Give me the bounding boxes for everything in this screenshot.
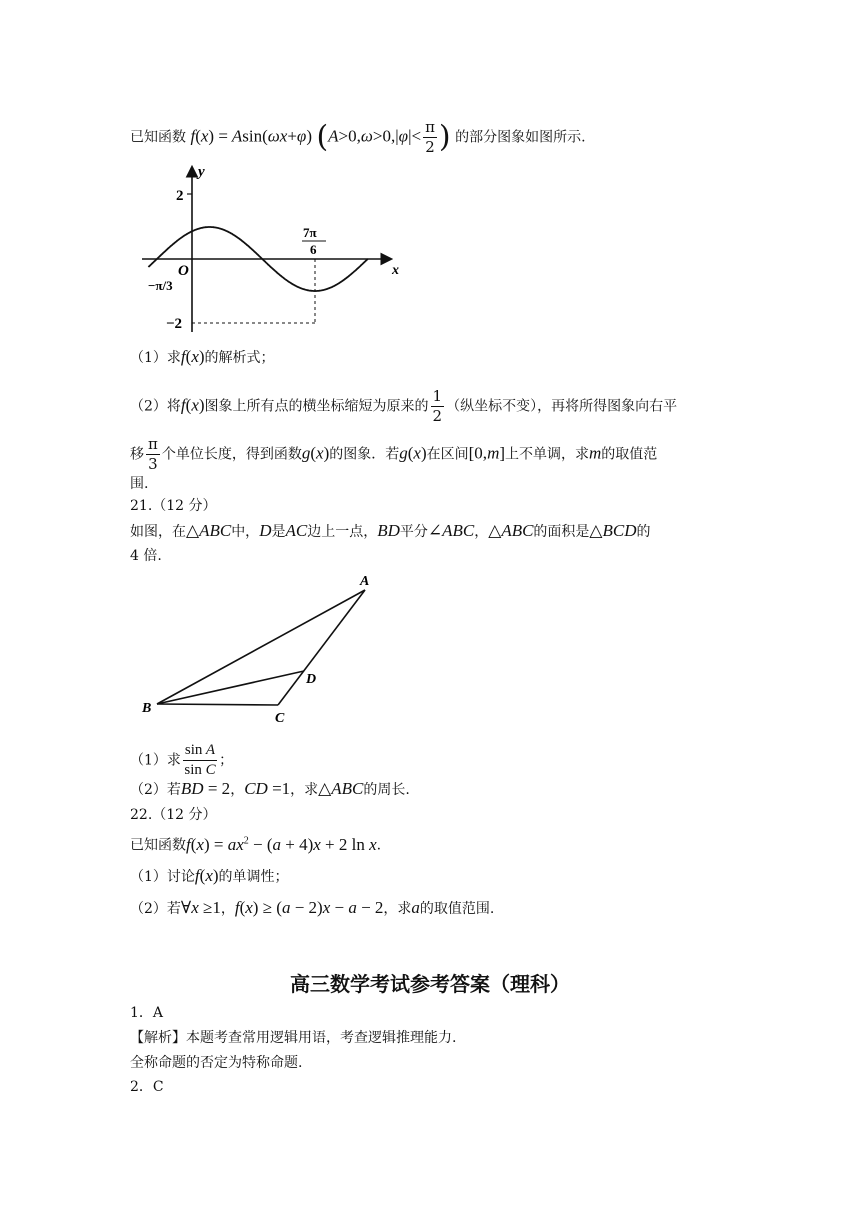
p22-part2-mid: ， bbox=[220, 901, 235, 917]
p20-one-half: $\frac{1}{2}$ bbox=[432, 387, 443, 425]
p20-intro: 已知函数 f(x) = Asin(ωx+φ) (A>0,ω>0,|φ|< $\frac{\pi}{2}$ ) 的部分图象如图所示. bbox=[130, 118, 586, 156]
p20-part2-b: 图象上所有点的横坐标缩短为原来的 bbox=[204, 398, 429, 415]
p22-header: 22.（12 分） bbox=[130, 807, 217, 823]
p20-part2-a: （2）将 bbox=[130, 398, 181, 415]
origin-label: O bbox=[178, 263, 189, 279]
max-label: 2 bbox=[176, 188, 184, 204]
p20-function-def: f(x) = Asin(ωx+φ) bbox=[190, 126, 312, 146]
p21-triangle-bcd: △BCD bbox=[589, 521, 637, 540]
p22-intro-pre: 已知函数 bbox=[130, 837, 186, 854]
p22-part2-pre: （2）若 bbox=[130, 901, 181, 917]
side-bc bbox=[157, 704, 278, 705]
p20-intro-pre: 已知函数 bbox=[130, 129, 186, 146]
p22-a: a bbox=[411, 898, 420, 917]
p22-part2-c: ，求 bbox=[383, 901, 412, 917]
p20-pi-over-2: $\frac{\pi}{2}$ bbox=[425, 118, 435, 156]
answer-1: 1．A bbox=[130, 1005, 164, 1021]
answer-2: 2．C bbox=[130, 1079, 164, 1095]
p20-part2-h: 上不单调，求 bbox=[505, 446, 590, 463]
p21-part2-pre: （2）若 bbox=[130, 782, 181, 798]
point-d: D bbox=[306, 672, 317, 687]
p21-text-d: 边上一点， bbox=[307, 524, 378, 540]
p21-triangle-abc-3: △ABC bbox=[318, 779, 364, 798]
p20-part2-c: （纵坐标不变），再将所得图象向右平 bbox=[446, 398, 678, 415]
p21-text-e: 平分 bbox=[399, 524, 428, 540]
vertex-b: B bbox=[142, 701, 152, 716]
answer-1-explanation: 【解析】本题考查常用逻辑用语，考查逻辑推理能力. bbox=[130, 1030, 457, 1046]
p21-part1-pre: （1）求 bbox=[130, 752, 181, 769]
min-label: −2 bbox=[166, 316, 183, 332]
p21-text-b: 中， bbox=[231, 524, 260, 540]
p20-m: m bbox=[589, 443, 602, 463]
vertex-c: C bbox=[275, 711, 285, 726]
p20-pi-over-3: $\frac{\pi}{3}$ bbox=[148, 435, 158, 473]
p20-part2-j: 围. bbox=[130, 476, 149, 492]
p20-gx-2: g(x) bbox=[399, 443, 427, 463]
p20-conditions: A>0,ω>0,|φ|< bbox=[328, 126, 422, 146]
left-zero-label: −π/3 bbox=[148, 278, 173, 293]
p21-text-a: 如图，在 bbox=[130, 524, 186, 540]
p21-text-f: ， bbox=[474, 524, 489, 540]
p22-part1-post: 的单调性； bbox=[218, 869, 289, 885]
p21-part1-post: ； bbox=[219, 752, 234, 769]
p21-part2-post: 的周长. bbox=[363, 782, 410, 798]
p22-inequality: f(x) ≥ (a − 2)x − a − 2 bbox=[234, 898, 384, 917]
side-ac bbox=[278, 590, 365, 705]
p21-part2 bbox=[130, 779, 410, 800]
p22-part2 bbox=[130, 898, 494, 919]
p22-intro bbox=[130, 831, 381, 856]
p20-part2-fx: f(x) bbox=[180, 395, 205, 415]
side-ba bbox=[157, 590, 365, 704]
p20-part2-f: 的图象．若 bbox=[329, 446, 400, 463]
p20-interval: [0,m] bbox=[468, 443, 506, 463]
p21-ac: AC bbox=[285, 521, 308, 540]
p20-part1-pre: （1）求 bbox=[130, 350, 181, 366]
trough-x-numerator: 7π bbox=[303, 225, 317, 240]
p20-gx: g(x) bbox=[301, 443, 330, 463]
answers-title: 高三数学考试参考答案（理科） bbox=[290, 972, 570, 996]
p22-forall: ∀x ≥1 bbox=[180, 898, 221, 917]
p21-angle-abc: ∠ABC bbox=[427, 521, 475, 540]
p20-part2-i: 的取值范 bbox=[601, 446, 658, 463]
p20-part1-post: 的解析式； bbox=[204, 350, 275, 366]
p20-part2-d: 移 bbox=[130, 446, 144, 463]
p22-part1-pre: （1）讨论 bbox=[130, 869, 195, 885]
x-axis-label: x bbox=[392, 263, 399, 278]
p22-part1-fx: f(x) bbox=[194, 866, 219, 885]
p21-bd-eq: BD = 2 bbox=[180, 779, 231, 798]
answer-1-detail: 全称命题的否定为特称命题. bbox=[130, 1055, 303, 1071]
p21-d: D bbox=[259, 521, 272, 540]
p22-part2-post: 的取值范围. bbox=[419, 901, 495, 917]
p21-triangle-abc-2: △ABC bbox=[488, 521, 534, 540]
p21-part2-mid: ， bbox=[230, 782, 245, 798]
p22-function-def: $f(x) = ax^2 - (a + 4)x + 2$ ln x bbox=[186, 834, 377, 854]
p21-text-c: 是 bbox=[271, 524, 286, 540]
p20-part2-g: 在区间 bbox=[426, 446, 469, 463]
p20-part2-e: 个单位长度，得到函数 bbox=[161, 446, 302, 463]
p21-statement-cont: 4 倍. bbox=[130, 548, 162, 564]
p21-sinA-over-sinC: $\frac{\text{sin A}}{\text{sin C}}$ bbox=[184, 742, 216, 778]
p21-part1 bbox=[130, 743, 233, 778]
p21-text-h: 的 bbox=[636, 524, 651, 540]
trough-x-denominator: 6 bbox=[310, 242, 317, 257]
p21-text-g: 的面积是 bbox=[533, 524, 590, 540]
p22-part1 bbox=[130, 866, 289, 887]
vertex-a: A bbox=[360, 574, 370, 589]
p20-intro-post: 的部分图象如图所示. bbox=[455, 129, 586, 146]
p22-intro-post: . bbox=[376, 837, 382, 854]
p21-bd: BD bbox=[377, 521, 400, 540]
p21-part2-c: ，求 bbox=[290, 782, 319, 798]
p20-part1-fx: f(x) bbox=[180, 347, 205, 366]
p21-triangle-abc: △ABC bbox=[186, 521, 232, 540]
p21-cd-eq: CD =1 bbox=[244, 779, 291, 798]
p21-header: 21.（12 分） bbox=[130, 498, 217, 514]
y-axis-label: y bbox=[198, 164, 205, 180]
